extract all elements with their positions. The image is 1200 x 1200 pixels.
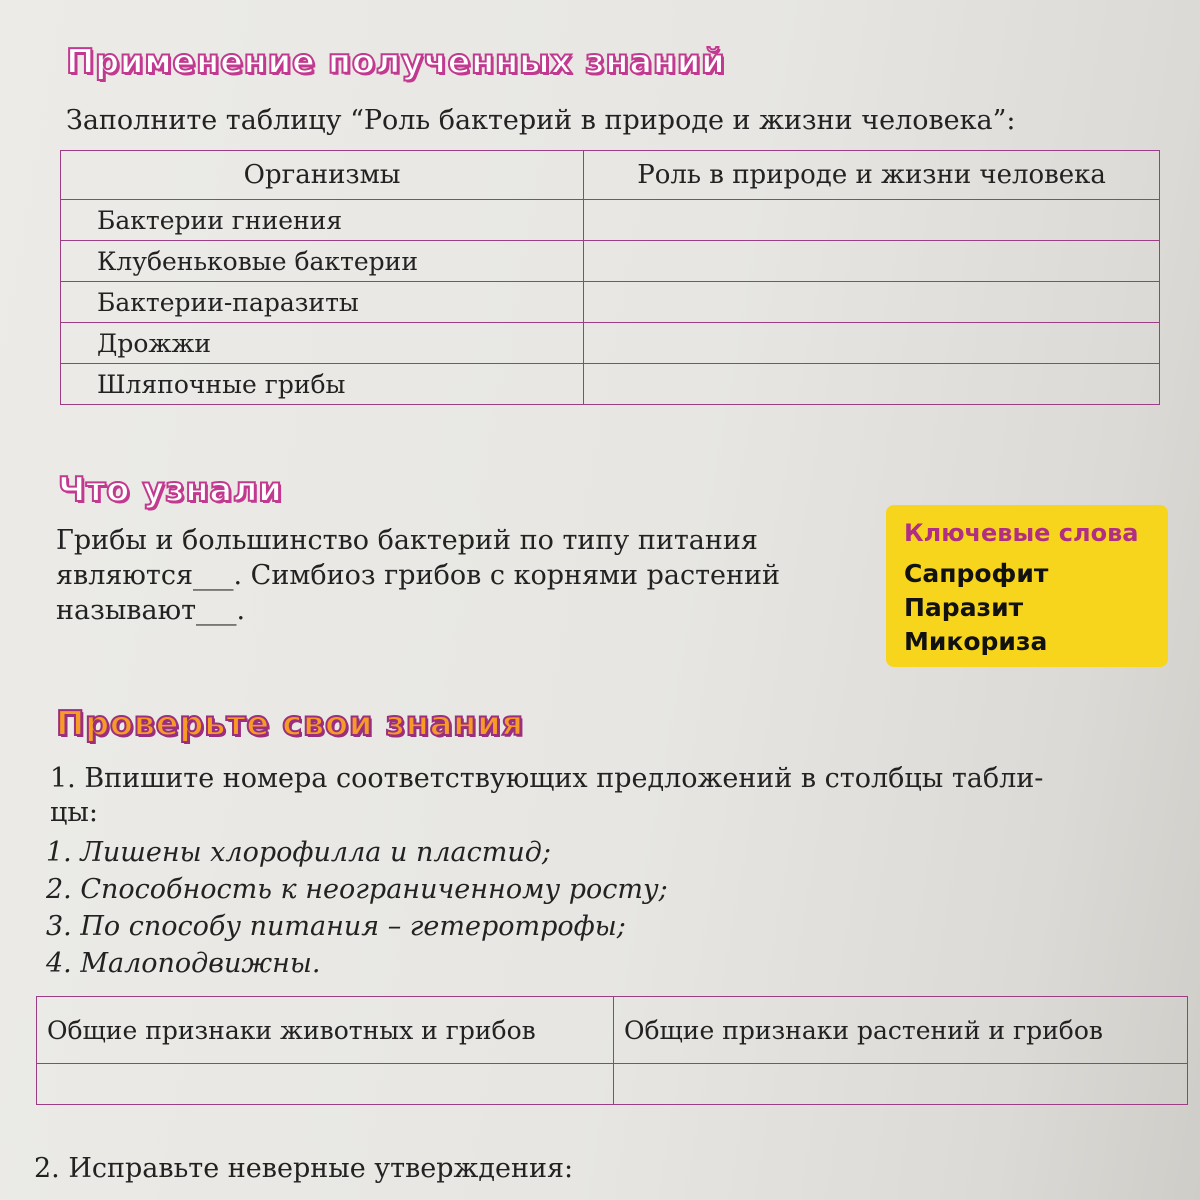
task1-text: 1. Впишите номера соответствующих предложений в столбцы табли- [50,763,1044,794]
organism-cell: Дрожжи [61,323,584,364]
header-role: Роль в природе и жизни человека [584,151,1160,200]
table-row [61,200,1160,241]
task1-text-cont: цы: [50,797,98,828]
statement-item: 1. Лишены хлорофилла и пластид; [46,837,551,868]
table-header-row [37,997,1188,1064]
header-organisms: Организмы [61,151,584,200]
answer-cell-animals-fungi[interactable] [37,1064,614,1105]
role-answer-cell[interactable] [584,282,1160,323]
organism-cell: Бактерии-паразиты [61,282,584,323]
table-row [37,1064,1188,1105]
organism-cell: Бактерии гниения [61,200,584,241]
keyword-item: Микориза [904,627,1048,656]
keyword-item: Паразит [904,593,1024,622]
section-title-what-learned: Что узнали [58,470,283,510]
answer-cell-plants-fungi[interactable] [614,1064,1188,1105]
table-row [61,241,1160,282]
table-header-row [61,151,1160,200]
section-title-apply-knowledge: Применение полученных знаний [66,42,726,82]
common-traits-table [36,996,1188,1105]
keywords-title: Ключевые слова [904,519,1139,547]
table-row [61,282,1160,323]
bacteria-role-table [60,150,1160,405]
keyword-item: Сапрофит [904,559,1049,588]
table-instruction: Заполните таблицу “Роль бактерий в природе и жизни человека”: [66,105,1016,136]
organism-cell: Шляпочные грибы [61,364,584,405]
header-animals-fungi: Общие признаки животных и грибов [37,997,614,1064]
summary-line-1: Грибы и большинство бактерий по типу питания [56,525,758,556]
role-answer-cell[interactable] [584,323,1160,364]
role-answer-cell[interactable] [584,364,1160,405]
statement-item: 2. Способность к неограниченному росту; [46,874,668,905]
header-plants-fungi: Общие признаки растений и грибов [614,997,1188,1064]
table-row [61,364,1160,405]
role-answer-cell[interactable] [584,200,1160,241]
summary-line-3: называют___. [56,595,246,626]
summary-line-2: являются___. Симбиоз грибов с корнями растений [56,560,781,591]
table-row [61,323,1160,364]
section-title-check-knowledge: Проверьте свои знания [56,704,524,744]
role-answer-cell[interactable] [584,241,1160,282]
task2-text: 2. Исправьте неверные утверждения: [34,1153,574,1184]
statement-item: 3. По способу питания – гетеротрофы; [46,911,626,942]
statement-item: 4. Малоподвижны. [46,948,321,979]
keywords-box [886,505,1168,667]
organism-cell: Клубеньковые бактерии [61,241,584,282]
